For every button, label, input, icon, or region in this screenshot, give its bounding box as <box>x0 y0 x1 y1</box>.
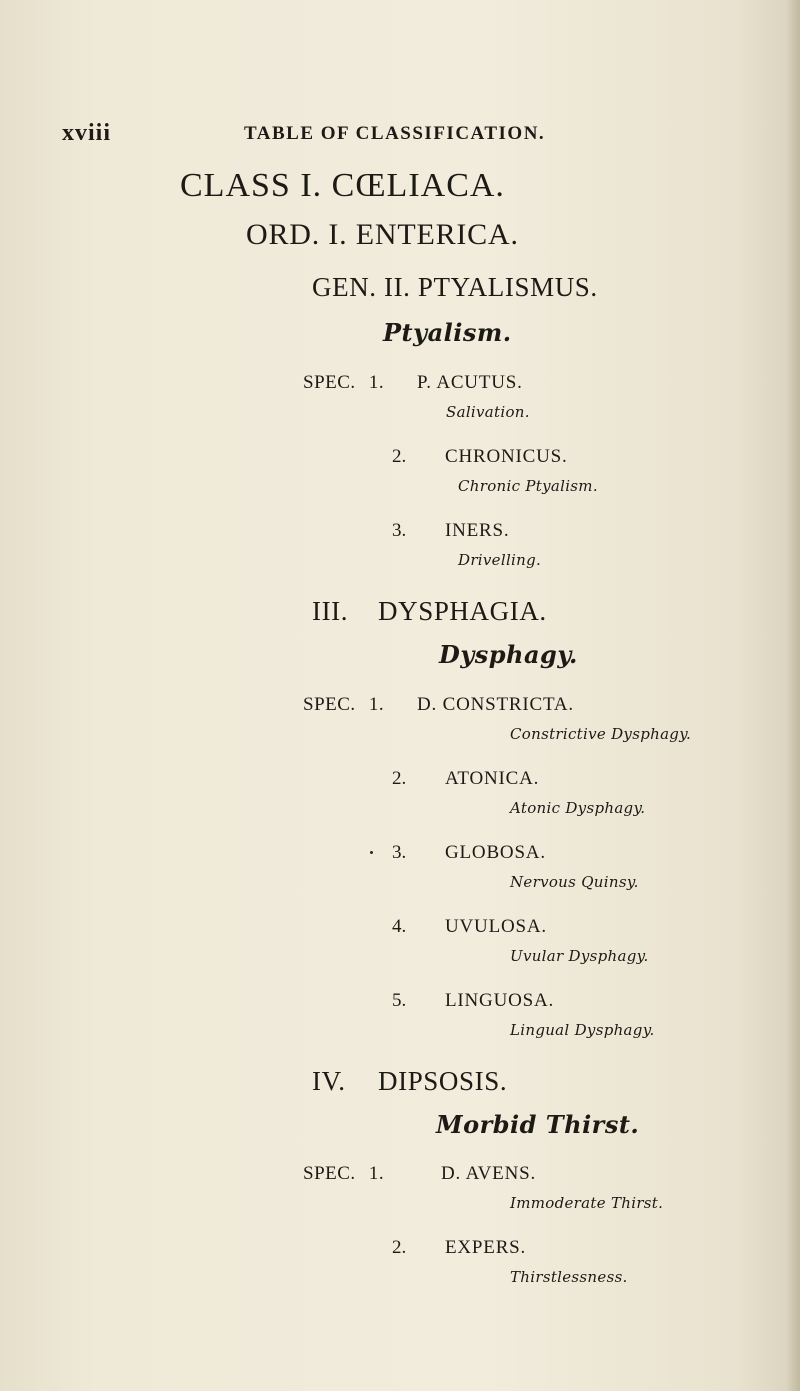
species-name: CHRONICUS. <box>445 446 568 467</box>
species-english-name: Uvular Dysphagy. <box>510 947 649 965</box>
genus-english-name: Ptyalism. <box>383 318 512 347</box>
species-number: 4. <box>392 916 407 937</box>
species-name: UVULOSA. <box>445 916 547 937</box>
running-head <box>0 120 800 150</box>
species-english-name: Chronic Ptyalism. <box>458 477 598 495</box>
genus-name: DIPSOSIS. <box>378 1066 508 1096</box>
page-number: xviii <box>62 120 112 146</box>
species-english-name: Thirstlessness. <box>510 1268 628 1286</box>
species-name: D. AVENS. <box>441 1163 537 1184</box>
species-label: SPEC. <box>303 694 356 715</box>
species-name: P. ACUTUS. <box>417 372 523 393</box>
class-heading: CLASS I. CŒLIACA. <box>180 167 505 204</box>
species-number: 1. <box>368 372 385 393</box>
genus-english-name: Dysphagy. <box>439 640 578 669</box>
species-number: 2. <box>392 1237 407 1258</box>
species-number: 3. <box>392 842 407 863</box>
species-name: ATONICA. <box>445 768 540 789</box>
species-english-name: Salivation. <box>446 403 530 421</box>
species-english-name: Nervous Quinsy. <box>510 873 639 891</box>
species-number: 1. <box>368 1163 385 1184</box>
ink-speck <box>370 851 373 854</box>
species-english-name: Immoderate Thirst. <box>510 1194 664 1212</box>
species-name: EXPERS. <box>445 1237 527 1258</box>
species-label: SPEC. <box>303 1163 356 1184</box>
genus-english-name: Morbid Thirst. <box>436 1110 640 1139</box>
species-entry <box>303 372 384 394</box>
genus-name: DYSPHAGIA. <box>378 596 547 626</box>
species-english-name: Drivelling. <box>458 551 542 569</box>
species-label: SPEC. <box>303 372 356 393</box>
species-english-name: Constrictive Dysphagy. <box>510 725 692 743</box>
running-head-title: TABLE OF CLASSIFICATION. <box>244 123 546 144</box>
species-english-name: Lingual Dysphagy. <box>510 1021 655 1039</box>
species-name: D. CONSTRICTA. <box>417 694 574 715</box>
species-number: 3. <box>392 520 407 541</box>
species-name: INERS. <box>445 520 510 541</box>
species-entry <box>303 1163 384 1185</box>
species-entry <box>303 694 384 716</box>
species-number: 2. <box>392 446 407 467</box>
page-gutter-shadow <box>786 0 800 1391</box>
species-number: 2. <box>392 768 407 789</box>
genus-number: III. <box>312 596 349 626</box>
genus-number: IV. <box>312 1066 346 1096</box>
species-english-name: Atonic Dysphagy. <box>510 799 646 817</box>
species-number: 1. <box>368 694 385 715</box>
genus-heading: GEN. II. PTYALISMUS. <box>312 272 598 302</box>
species-number: 5. <box>392 990 407 1011</box>
species-name: GLOBOSA. <box>445 842 546 863</box>
species-name: LINGUOSA. <box>445 990 555 1011</box>
order-heading: ORD. I. ENTERICA. <box>246 218 519 251</box>
